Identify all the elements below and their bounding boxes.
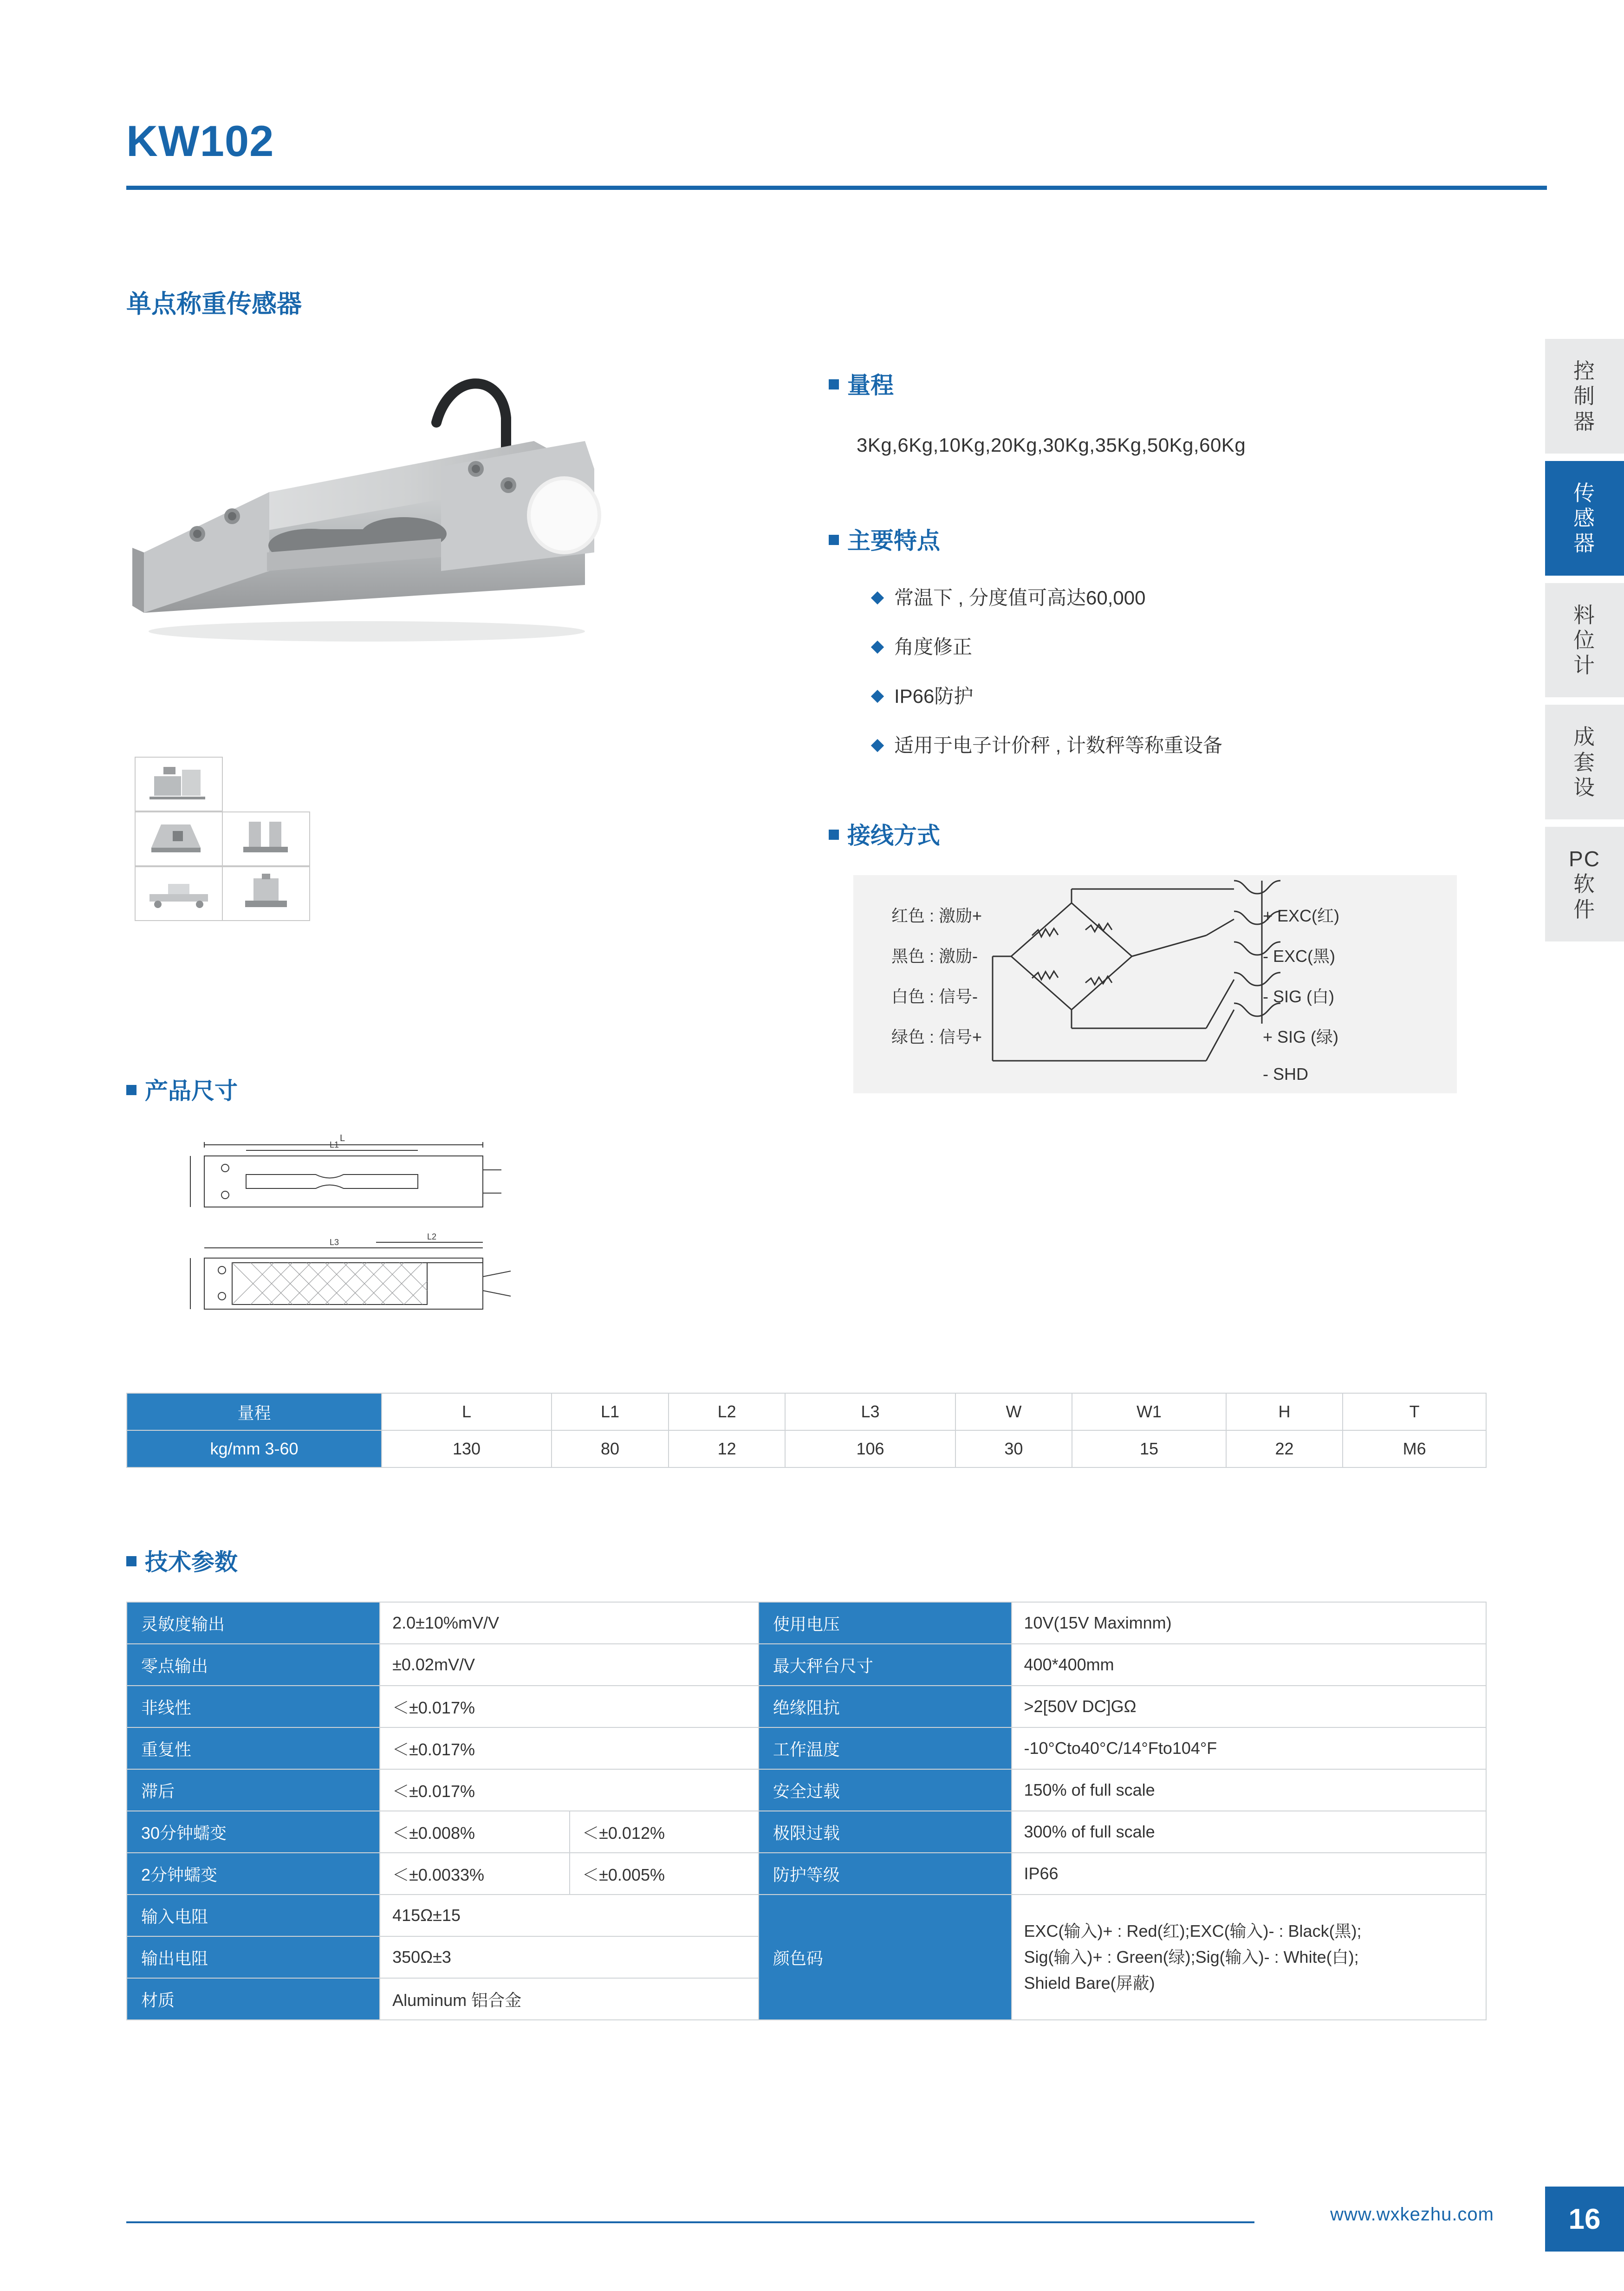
dim-cell: 22 xyxy=(1226,1430,1343,1467)
diamond-bullet-icon xyxy=(871,690,884,703)
svg-text:L2: L2 xyxy=(427,1232,437,1241)
footer-divider xyxy=(126,2221,1254,2223)
features-list xyxy=(873,583,1222,779)
spec-value: -10°Cto40°C/14°Fto104°F xyxy=(1012,1727,1487,1769)
tab-line: 控 xyxy=(1573,359,1596,383)
color-code-line: Shield Bare(屏蔽) xyxy=(1024,1973,1155,1992)
color-code-line: EXC(输入)+ : Red(红);EXC(输入)- : Black(黑); xyxy=(1024,1921,1362,1941)
dimension-table xyxy=(126,1393,1487,1468)
table-row xyxy=(127,1727,1486,1769)
page-number: 16 xyxy=(1545,2187,1624,2252)
list-item xyxy=(873,583,1222,610)
section-title-text: 主要特点 xyxy=(847,528,940,554)
spec-value: 150% of full scale xyxy=(1012,1769,1487,1811)
spec-value: ＜±0.017% xyxy=(380,1686,759,1727)
spec-value: ±0.02mV/V xyxy=(380,1644,759,1686)
dim-header-cell: L3 xyxy=(785,1393,955,1430)
tab-line: 感 xyxy=(1573,506,1596,531)
spec-label: 安全过载 xyxy=(759,1769,1012,1811)
dim-header-cell: 量程 xyxy=(127,1393,382,1430)
spec-value: >2[50V DC]GΩ xyxy=(1012,1686,1487,1727)
dim-header-cell: W1 xyxy=(1072,1393,1226,1430)
section-heading-wiring xyxy=(829,817,940,850)
table-row xyxy=(127,1644,1486,1686)
spec-value-alt: ＜±0.005% xyxy=(570,1853,759,1895)
spec-value: ＜±0.008% xyxy=(380,1811,570,1853)
spec-label: 绝缘阻抗 xyxy=(759,1686,1012,1727)
range-values: 3Kg,6Kg,10Kg,20Kg,30Kg,35Kg,50Kg,60Kg xyxy=(857,434,1246,456)
spec-value: 2.0±10%mV/V xyxy=(380,1602,759,1644)
section-heading-dimensions xyxy=(126,1072,238,1106)
square-bullet-icon xyxy=(126,1556,136,1566)
application-thumbnails xyxy=(135,757,310,921)
wiring-label: 黑色 : 激励- xyxy=(891,947,978,966)
wiring-label: - EXC(黑) xyxy=(1263,947,1335,966)
spec-label: 30分钟蠕变 xyxy=(127,1811,380,1853)
wiring-label: + EXC(红) xyxy=(1263,906,1340,925)
dimension-drawing xyxy=(176,1123,548,1358)
tab-line: 套 xyxy=(1573,750,1596,774)
dim-cell: 106 xyxy=(785,1430,955,1467)
wiring-label: 红色 : 激励+ xyxy=(891,906,982,925)
spec-value: 415Ω±15 xyxy=(380,1895,759,1936)
spec-label: 滞后 xyxy=(127,1769,380,1811)
spec-label-color-code: 颜色码 xyxy=(759,1895,1012,2020)
list-item xyxy=(873,681,1222,709)
section-title-text: 技术参数 xyxy=(145,1549,238,1575)
svg-text:L: L xyxy=(340,1133,345,1143)
dim-header-cell: W xyxy=(955,1393,1072,1430)
feature-text: 适用于电子计价秤 , 计数秤等称重设备 xyxy=(894,734,1223,756)
thumbnail-item[interactable] xyxy=(222,866,310,921)
square-bullet-icon xyxy=(829,830,839,840)
tab-line: 料 xyxy=(1573,603,1596,627)
dim-cell: M6 xyxy=(1343,1430,1486,1467)
diamond-bullet-icon xyxy=(871,641,884,654)
sidebar-item-controller[interactable] xyxy=(1545,339,1624,454)
tab-line: 件 xyxy=(1573,897,1596,922)
tab-line: 制 xyxy=(1573,384,1596,409)
feature-text: 角度修正 xyxy=(894,636,973,658)
product-subtitle: 单点称重传感器 xyxy=(126,290,302,318)
spec-value: 10V(15V Maximnm) xyxy=(1012,1602,1487,1644)
tab-line: 计 xyxy=(1573,653,1596,678)
section-title-text: 量程 xyxy=(847,372,894,398)
spec-value: ＜±0.017% xyxy=(380,1769,759,1811)
tab-line: 软 xyxy=(1573,872,1596,896)
wiring-label: + SIG (绿) xyxy=(1263,1027,1339,1046)
section-title-text: 接线方式 xyxy=(847,823,940,849)
dim-header-cell: L xyxy=(382,1393,552,1430)
thumbnail-item[interactable] xyxy=(222,811,310,866)
tab-line: 器 xyxy=(1573,409,1596,434)
diamond-bullet-icon xyxy=(871,739,884,752)
dim-header-cell: L2 xyxy=(669,1393,786,1430)
spec-label: 非线性 xyxy=(127,1686,380,1727)
sidebar-item-level-meter[interactable] xyxy=(1545,583,1624,698)
table-row xyxy=(127,1769,1486,1811)
sidebar-item-sensor[interactable] xyxy=(1545,461,1624,576)
section-heading-features xyxy=(829,522,940,556)
table-header-row xyxy=(127,1393,1486,1430)
svg-text:L3: L3 xyxy=(330,1238,339,1247)
table-row xyxy=(127,1430,1486,1467)
tab-line: 传 xyxy=(1573,480,1596,505)
table-row xyxy=(127,1853,1486,1895)
tab-line: 成 xyxy=(1573,725,1596,749)
spec-value: 400*400mm xyxy=(1012,1644,1487,1686)
spec-value: 300% of full scale xyxy=(1012,1811,1487,1853)
dim-cell: 12 xyxy=(669,1430,786,1467)
table-row xyxy=(127,1686,1486,1727)
spec-value: ＜±0.0033% xyxy=(380,1853,570,1895)
spec-value: 350Ω±3 xyxy=(380,1936,759,1978)
spec-value-alt: ＜±0.012% xyxy=(570,1811,759,1853)
table-row xyxy=(127,1602,1486,1644)
spec-label: 极限过载 xyxy=(759,1811,1012,1853)
table-row xyxy=(127,1895,1486,1936)
square-bullet-icon xyxy=(829,535,839,545)
category-tabs xyxy=(1545,339,1624,949)
spec-label: 灵敏度输出 xyxy=(127,1602,380,1644)
sidebar-item-complete-equipment[interactable] xyxy=(1545,705,1624,819)
spec-label: 输入电阻 xyxy=(127,1895,380,1936)
color-code-line: Sig(输入)+ : Green(绿);Sig(输入)- : White(白); xyxy=(1024,1947,1359,1967)
spec-label: 重复性 xyxy=(127,1727,380,1769)
dim-header-cell: L1 xyxy=(552,1393,669,1430)
spec-value: ＜±0.017% xyxy=(380,1727,759,1769)
page-title: KW102 xyxy=(126,117,274,165)
dim-cell: 15 xyxy=(1072,1430,1226,1467)
dim-cell: 80 xyxy=(552,1430,669,1467)
spec-value: Aluminum 铝合金 xyxy=(380,1978,759,2020)
spec-label: 最大秤台尺寸 xyxy=(759,1644,1012,1686)
diamond-bullet-icon xyxy=(871,591,884,604)
spec-value-color-code xyxy=(1012,1895,1487,2020)
product-photo xyxy=(116,353,775,678)
wiring-right-labels xyxy=(1263,903,1339,1101)
footer-website[interactable]: www.wxkezhu.com xyxy=(1330,2204,1494,2225)
dim-header-cell: T xyxy=(1343,1393,1486,1430)
thumbnail-item[interactable] xyxy=(135,757,223,811)
section-heading-range xyxy=(829,367,894,400)
spec-label: 输出电阻 xyxy=(127,1936,380,1978)
sidebar-item-pc-software[interactable] xyxy=(1545,827,1624,941)
dim-cell: 30 xyxy=(955,1430,1072,1467)
spec-label: 防护等级 xyxy=(759,1853,1012,1895)
dim-row-label: kg/mm 3-60 xyxy=(127,1430,382,1467)
feature-text: 常温下 , 分度值可高达60,000 xyxy=(894,587,1146,609)
square-bullet-icon xyxy=(126,1085,136,1095)
list-item xyxy=(873,730,1222,758)
wiring-label: 白色 : 信号- xyxy=(891,987,978,1006)
specification-table xyxy=(126,1602,1487,2020)
spec-label: 零点输出 xyxy=(127,1644,380,1686)
wiring-label: - SIG (白) xyxy=(1263,987,1334,1006)
section-title-text: 产品尺寸 xyxy=(145,1078,238,1104)
spec-label: 材质 xyxy=(127,1978,380,2020)
wiring-label: - SHD xyxy=(1263,1064,1308,1084)
wiring-label: 绿色 : 信号+ xyxy=(891,1027,982,1046)
title-divider xyxy=(126,186,1547,190)
spec-label: 使用电压 xyxy=(759,1602,1012,1644)
square-bullet-icon xyxy=(829,379,839,389)
thumbnail-item[interactable] xyxy=(135,866,223,921)
tab-line: 器 xyxy=(1573,531,1596,556)
dim-header-cell: H xyxy=(1226,1393,1343,1430)
spec-label: 工作温度 xyxy=(759,1727,1012,1769)
section-heading-tech xyxy=(126,1544,238,1577)
list-item xyxy=(873,632,1222,660)
dim-cell: 130 xyxy=(382,1430,552,1467)
feature-text: IP66防护 xyxy=(894,685,974,707)
svg-text:L1: L1 xyxy=(330,1140,339,1149)
spec-value: IP66 xyxy=(1012,1853,1487,1895)
tab-line: PC xyxy=(1569,847,1600,871)
thumbnail-item[interactable] xyxy=(135,811,223,866)
tab-line: 设 xyxy=(1573,775,1596,799)
tab-line: 位 xyxy=(1573,628,1596,652)
wiring-left-labels xyxy=(891,903,982,1064)
table-row xyxy=(127,1811,1486,1853)
spec-label: 2分钟蠕变 xyxy=(127,1853,380,1895)
